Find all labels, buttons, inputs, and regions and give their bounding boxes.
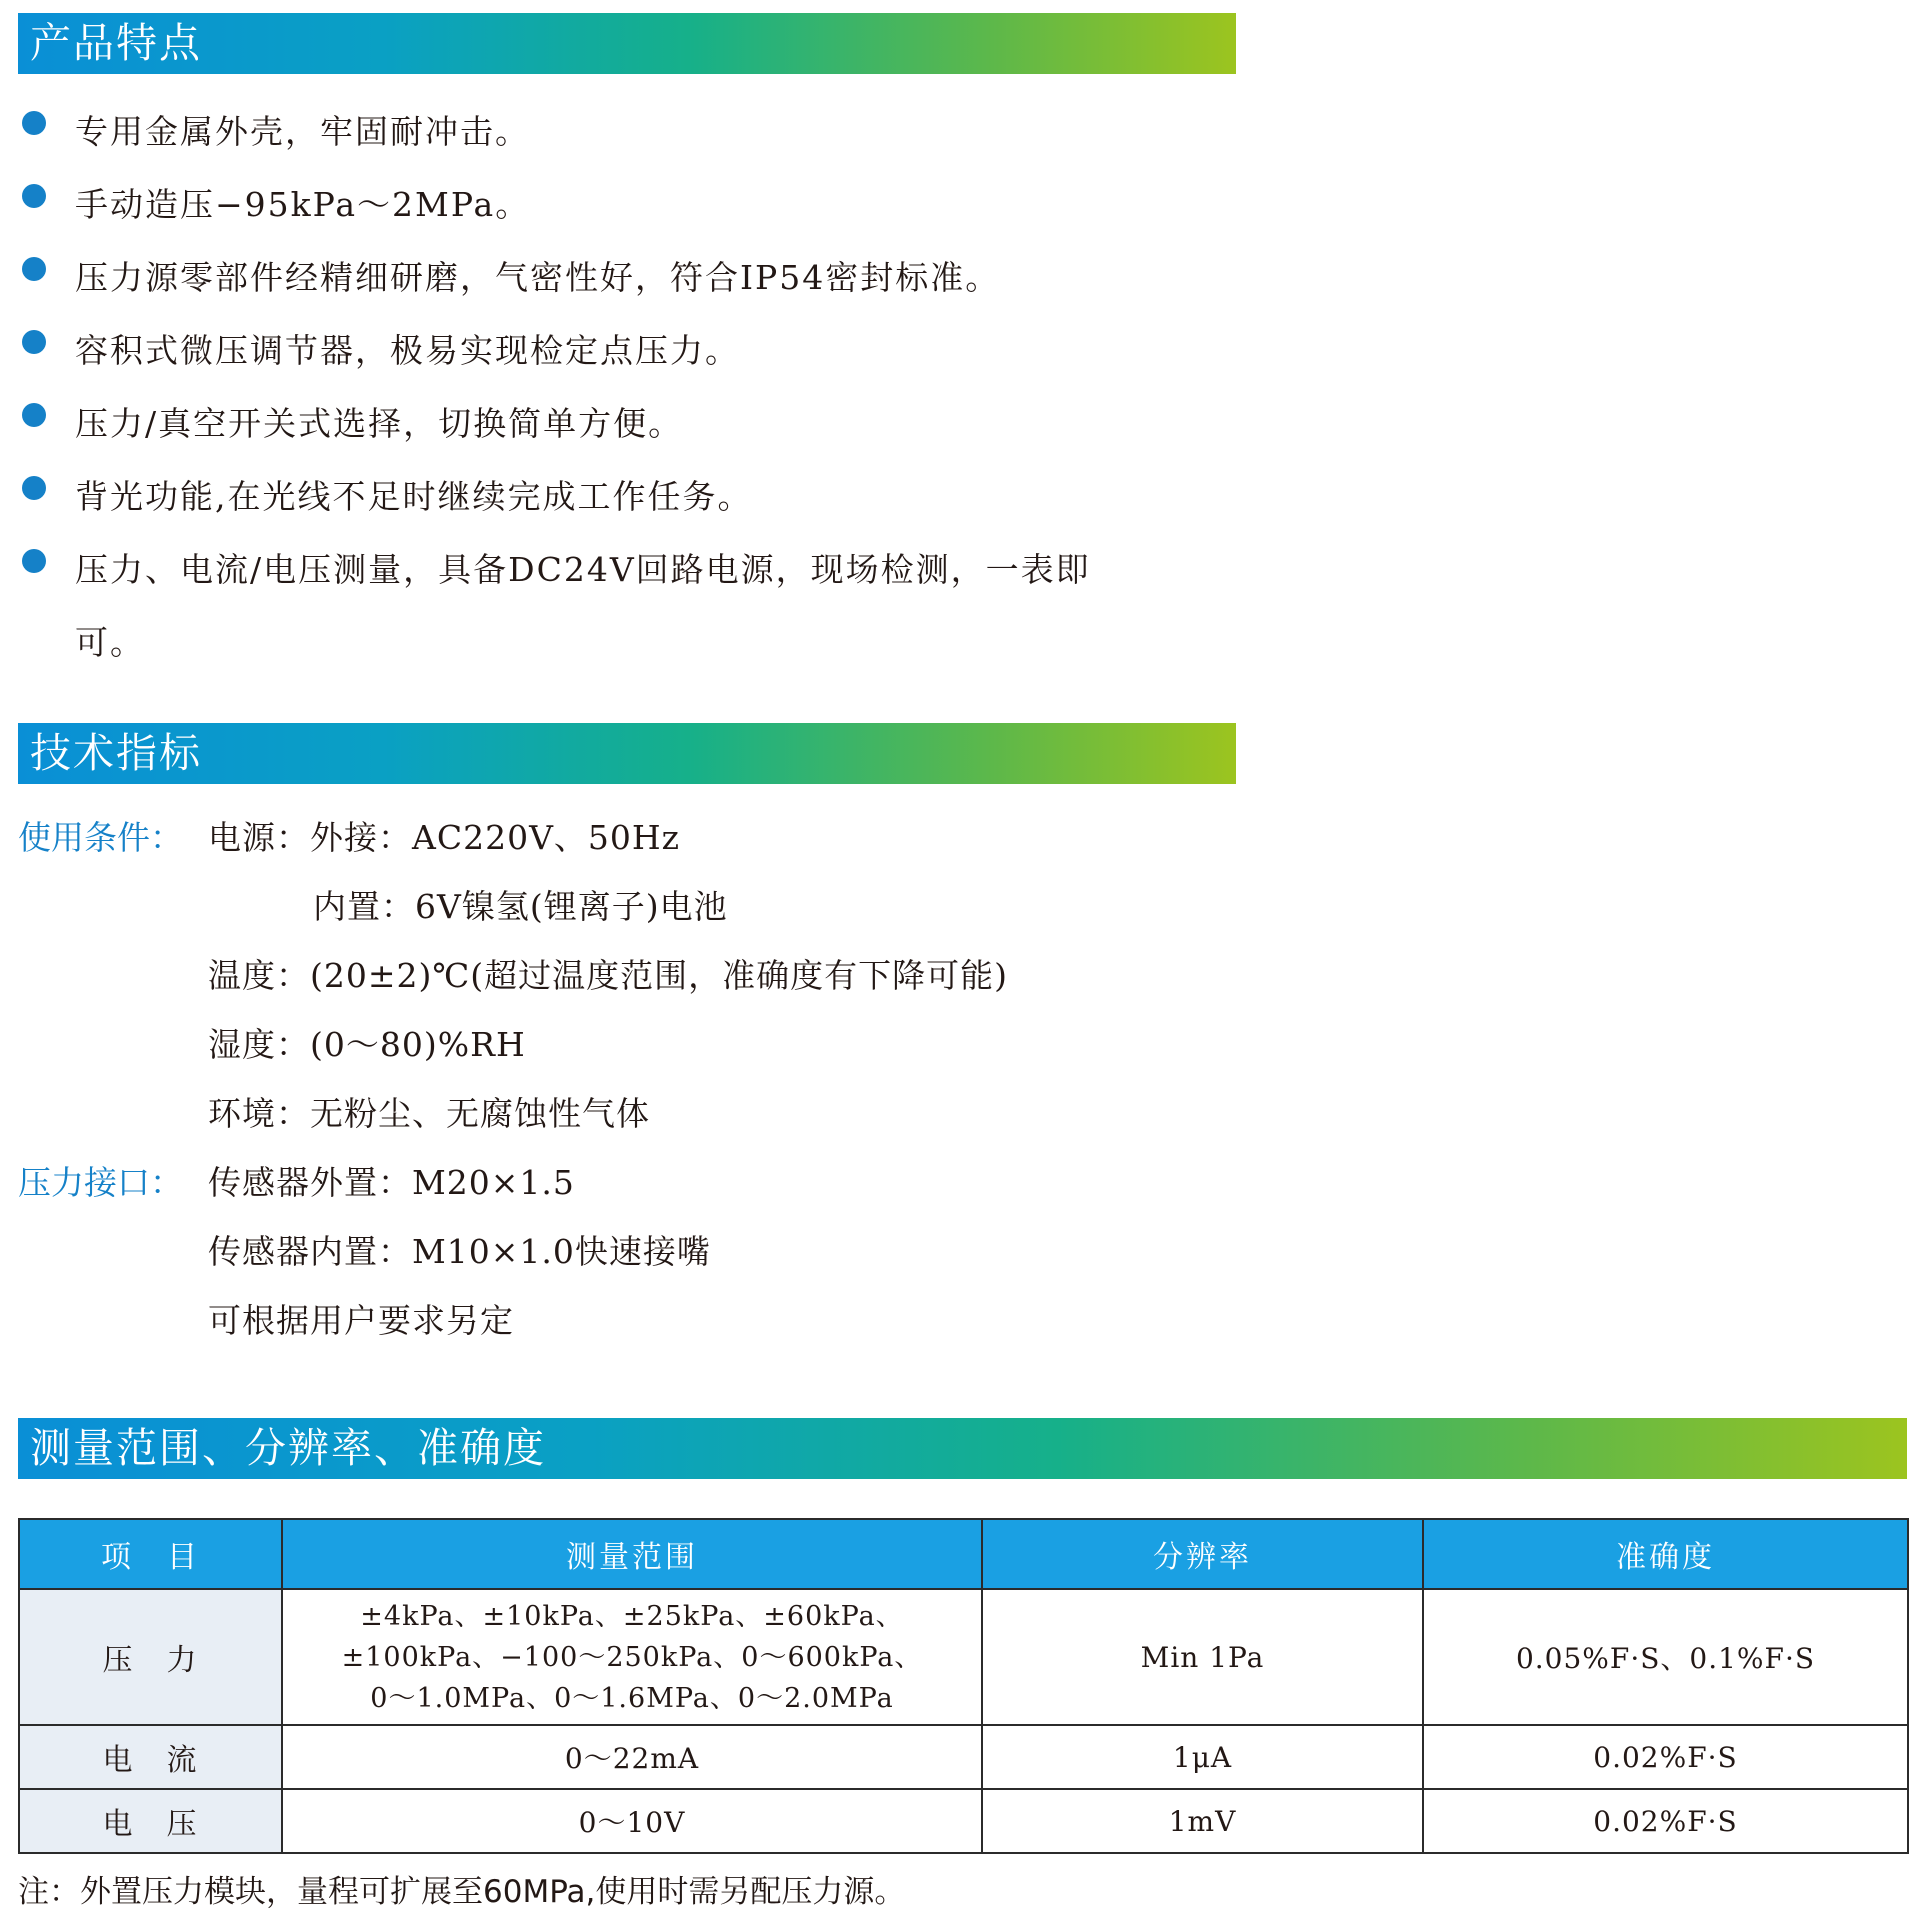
sensor-internal: 传感器内置：M10×1.0快速接嘴 [208, 1232, 711, 1271]
feature-text: 压力源零部件经精细研磨，气密性好，符合IP54密封标准。 [75, 258, 1001, 297]
row-item: 压 力 [19, 1589, 282, 1725]
custom-option: 可根据用户要求另定 [208, 1301, 514, 1340]
bullet-icon [22, 111, 46, 135]
features-section-header: 产品特点 [18, 13, 1236, 74]
specs-section-header: 技术指标 [18, 723, 1236, 784]
row-item: 电 流 [19, 1725, 282, 1789]
bullet-icon [22, 184, 46, 208]
humidity: 湿度：(0～80)%RH [208, 1025, 526, 1064]
power-internal: 内置：6V镍氢(锂离子)电池 [313, 887, 728, 926]
row-accuracy: 0.05%F·S、0.1%F·S [1423, 1589, 1908, 1725]
row-range: 0～22mA [282, 1725, 982, 1789]
footnote: 注：外置压力模块，量程可扩展至60MPa,使用时需另配压力源。 [18, 1874, 906, 1910]
table-header-row [19, 1519, 1908, 1589]
row-resolution: 1μA [982, 1725, 1423, 1789]
measurement-table [18, 1518, 1909, 1854]
header-accuracy: 准确度 [1423, 1519, 1908, 1589]
bullet-icon [22, 257, 46, 281]
feature-text: 专用金属外壳，牢固耐冲击。 [75, 112, 530, 151]
feature-text: 手动造压−95kPa～2MPa。 [75, 185, 531, 224]
power-external: 电源：外接：AC220V、50Hz [208, 818, 681, 857]
range-line: ±100kPa、−100～250kPa、0～600kPa、 [341, 1641, 923, 1673]
row-resolution: Min 1Pa [982, 1589, 1423, 1725]
environment: 环境：无粉尘、无腐蚀性气体 [208, 1094, 650, 1133]
range-line: ±4kPa、±10kPa、±25kPa、±60kPa、 [360, 1600, 904, 1632]
row-accuracy: 0.02%F·S [1423, 1789, 1908, 1853]
header-resolution: 分辨率 [982, 1519, 1423, 1589]
conditions-label: 使用条件： [18, 818, 183, 857]
temperature: 温度：(20±2)℃(超过温度范围，准确度有下降可能) [208, 956, 1009, 995]
header-item: 项 目 [19, 1519, 282, 1589]
row-item: 电 压 [19, 1789, 282, 1853]
bullet-icon [22, 330, 46, 354]
table-row [19, 1589, 1908, 1725]
row-resolution: 1mV [982, 1789, 1423, 1853]
feature-text: 压力/真空开关式选择，切换简单方便。 [75, 404, 684, 443]
bullet-icon [22, 403, 46, 427]
feature-text: 容积式微压调节器，极易实现检定点压力。 [75, 331, 740, 370]
table-row [19, 1725, 1908, 1789]
row-accuracy: 0.02%F·S [1423, 1725, 1908, 1789]
row-range [282, 1589, 982, 1725]
row-range: 0～10V [282, 1789, 982, 1853]
bullet-icon [22, 476, 46, 500]
feature-text: 可。 [75, 623, 145, 662]
table-row [19, 1789, 1908, 1853]
bullet-icon [22, 549, 46, 573]
range-line: 0～1.0MPa、0～1.6MPa、0～2.0MPa [370, 1682, 894, 1714]
header-range: 测量范围 [282, 1519, 982, 1589]
feature-text: 背光功能,在光线不足时继续完成工作任务。 [75, 477, 753, 516]
sensor-external: 传感器外置：M20×1.5 [208, 1163, 575, 1202]
measure-section-header: 测量范围、分辨率、准确度 [18, 1418, 1907, 1479]
interface-label: 压力接口： [18, 1163, 183, 1202]
feature-text: 压力、电流/电压测量，具备DC24V回路电源，现场检测，一表即 [75, 550, 1091, 589]
